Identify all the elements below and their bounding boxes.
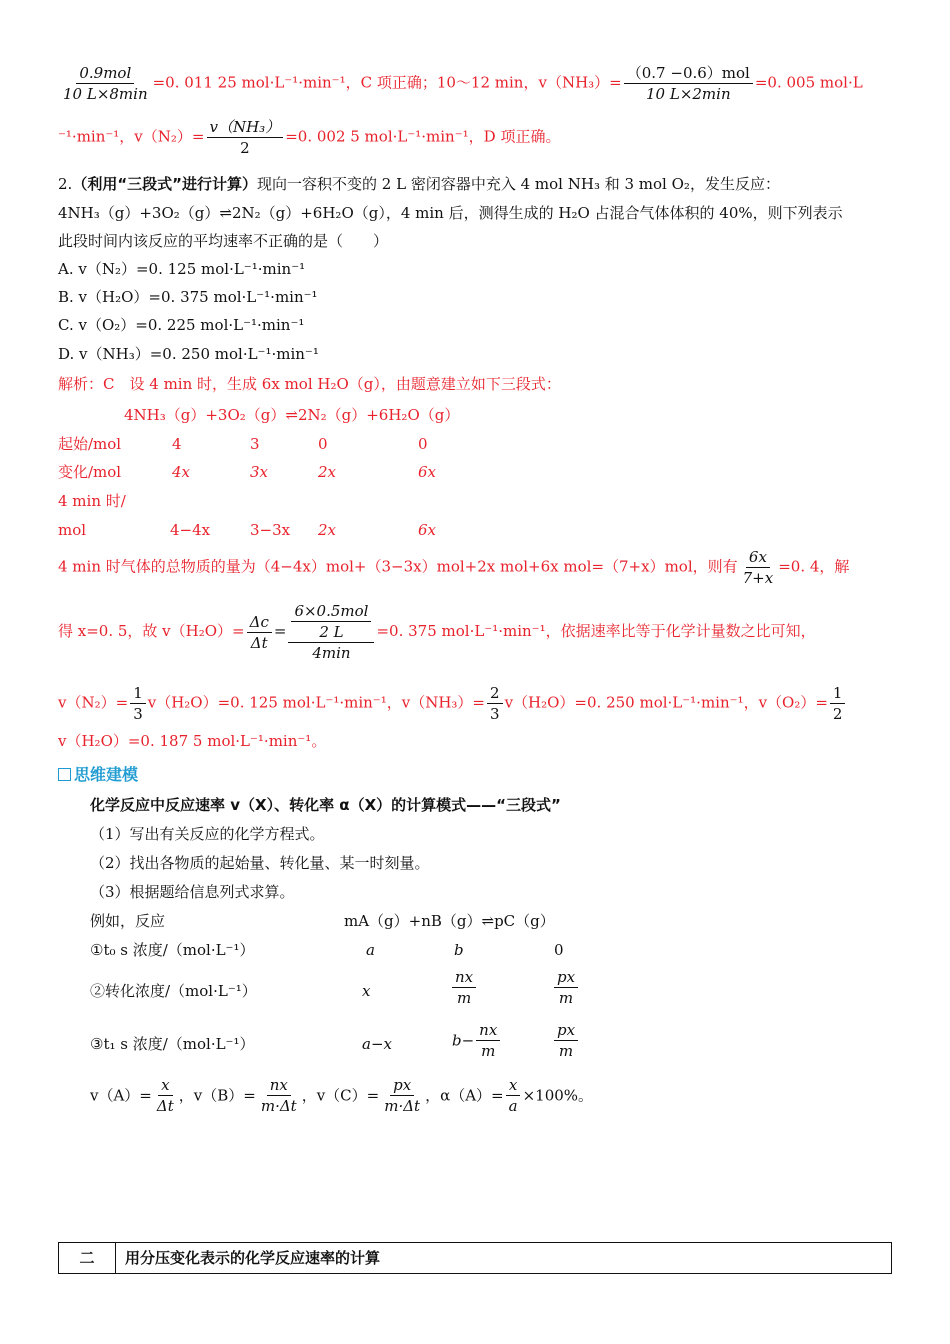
fraction: $\frac{1}{3}$ — [130, 684, 146, 723]
table-cell: b — [454, 941, 464, 959]
example-equation: mA（g）+nB（g）⇌pC（g） — [344, 912, 555, 930]
row-label: mol — [58, 521, 87, 539]
fraction: $\frac{\text{0.9mol}}{10 L\times 8\min}$ — [63, 64, 148, 103]
fraction: $\frac{\frac{\text{6×0.5mol}}{2 L}}{4\min}$ — [288, 602, 374, 662]
table-cell: 4 — [172, 435, 182, 453]
table-cell: a−x — [362, 1035, 392, 1053]
fraction: $\frac{px}{m}$ — [554, 968, 578, 1007]
table-cell: 4x — [172, 463, 191, 481]
fraction: $\frac{1}{2}$ — [830, 684, 846, 723]
checkbox-square-icon — [58, 768, 71, 781]
row-change-label: ②转化浓度/（mol·L⁻¹） — [90, 982, 257, 1000]
section-title: 用分压变化表示的化学反应速率的计算 — [125, 1249, 381, 1267]
fraction: $\frac{x}{\Delta t}$ — [156, 1076, 174, 1115]
table-cell — [552, 1021, 580, 1060]
row-label: 起始/mol — [58, 435, 122, 453]
model-step-1: （1）写出有关反应的化学方程式。 — [90, 825, 325, 843]
analysis-last-line: v（H₂O）=0. 187 5 mol·L⁻¹·min⁻¹。 — [58, 732, 327, 750]
table-cell — [450, 968, 478, 1007]
option-b: B. v（H₂O）=0. 375 mol·L⁻¹·min⁻¹ — [58, 288, 318, 306]
model-step-3: （3）根据题给信息列式求算。 — [90, 883, 295, 901]
analysis-ratio-line: v（N₂）= $\frac{1}{3}$ v（H₂O）=0. 125 mol·L⁻¹·min⁻¹，v（NH₃）= $\frac{2}{3}$ v（H₂O）=0. 250 mol·L⁻¹·min⁻¹，v（O₂）= $\frac{1}{2}$ — [58, 684, 847, 723]
table-cell: 4−4x — [170, 521, 211, 539]
table-cell: 2x — [318, 463, 337, 481]
table-cell: 6x — [418, 463, 437, 481]
fraction: $\frac{px}{m}$ — [554, 1021, 578, 1060]
question-2-line-1: 2.（利用“三段式”进行计算）现向一容积不变的 2 L 密闭容器中充入 4 mol NH₃ 和 3 mol O₂，发生反应： — [58, 175, 780, 193]
option-d: D. v（NH₃）=0. 250 mol·L⁻¹·min⁻¹ — [58, 345, 319, 363]
section-number: 二 — [59, 1243, 116, 1273]
analysis-intro: 解析：C 设 4 min 时，生成 6x mol H₂O（g），由题意建立如下三段式： — [58, 375, 561, 393]
table-cell: 2x — [318, 521, 337, 539]
table-cell: 3−3x — [250, 521, 291, 539]
analysis-solve-line: 得 x=0. 5，故 v（H₂O）= $\frac{\Delta c}{\Delta t}$ = $\frac{\frac{\text{6×0.5mol}}{2 L}}{4\min}$ =0. 375 mol·L⁻¹·min⁻¹，依据速率比等于化学计量数之比可知， — [58, 602, 816, 662]
table-cell: 6x — [418, 521, 437, 539]
model-formulas: v（A）= $\frac{x}{\Delta t}$ ，v（B）= $\frac{nx}{m\cdot\Delta t}$ ，v（C）= $\frac{px}{m\cdot\Delta t}$ ，α（A）= $\frac{x}{a}$ ×100%。 — [90, 1076, 594, 1115]
analysis-equation: 4NH₃（g）+3O₂（g）⇌2N₂（g）+6H₂O（g） — [124, 406, 460, 424]
row-t1-label: ③t₁ s 浓度/（mol·L⁻¹） — [90, 1035, 255, 1053]
option-c: C. v（O₂）=0. 225 mol·L⁻¹·min⁻¹ — [58, 316, 305, 334]
option-a: A. v（N₂）=0. 125 mol·L⁻¹·min⁻¹ — [58, 260, 306, 278]
continuation-line-2: ⁻¹·min⁻¹，v（N₂）= $\frac{\text{v（NH₃）}}{2}$ =0. 002 5 mol·L⁻¹·min⁻¹，D 项正确。 — [58, 118, 561, 157]
fraction: $\frac{\text{（0.7 −0.6）mol}}{10 L\times 2\min}$ — [624, 64, 753, 103]
row-t0-label: ①t₀ s 浓度/（mol·L⁻¹） — [90, 941, 255, 959]
fraction: $\frac{x}{a}$ — [506, 1076, 521, 1115]
fraction: $\frac{nx}{m}$ — [452, 968, 476, 1007]
table-cell — [552, 968, 580, 1007]
fraction: $\frac{nx}{m}$ — [476, 1021, 500, 1060]
model-step-2: （2）找出各物质的起始量、转化量、某一时刻量。 — [90, 854, 430, 872]
table-cell: a — [366, 941, 375, 959]
fraction: $\frac{2}{3}$ — [487, 684, 503, 723]
row-label: 变化/mol — [58, 463, 122, 481]
question-2-line-3: 此段时间内该反应的平均速率不正确的是（ ） — [58, 232, 389, 250]
fraction: $\frac{\Delta c}{\Delta t}$ — [247, 613, 272, 652]
table-cell: 3 — [250, 435, 260, 453]
table-cell: x — [362, 982, 371, 1000]
continuation-line-1: $\frac{\text{0.9mol}}{10 L\times 8\min}$ =0. 011 25 mol·L⁻¹·min⁻¹，C 项正确；10～12 min，v（NH₃）= $\frac{\text{（0.7 −0.6）mol}}{10 L\times 2\min}$ =0. 005 mol·L — [58, 64, 863, 103]
row-label: 4 min 时/ — [58, 492, 126, 510]
model-title: 化学反应中反应速率 v（X）、转化率 α（X）的计算模式——“三段式” — [90, 796, 561, 814]
table-cell: b− $\frac{nx}{m}$ — [452, 1021, 502, 1060]
table-cell: 0 — [554, 941, 564, 959]
model-heading: 思维建模 — [58, 765, 138, 785]
table-cell: 3x — [250, 463, 269, 481]
fraction: $\frac{\text{v（NH₃）}}{2}$ — [207, 118, 284, 157]
example-label: 例如，反应 — [90, 912, 166, 930]
fraction: $\frac{6x}{7+x}$ — [742, 548, 774, 587]
analysis-total-line: 4 min 时气体的总物质的量为（4−4x）mol+（3−3x）mol+2x mol+6x mol=（7+x）mol，则有 $\frac{6x}{7+x}$ =0. 4，解 — [58, 548, 850, 587]
fraction: $\frac{nx}{m\cdot\Delta t}$ — [260, 1076, 297, 1115]
section-header — [58, 1242, 892, 1274]
fraction: $\frac{px}{m\cdot\Delta t}$ — [384, 1076, 421, 1115]
table-cell: 0 — [318, 435, 328, 453]
question-2-line-2: 4NH₃（g）+3O₂（g）⇌2N₂（g）+6H₂O（g），4 min 后，测得生成的 H₂O 占混合气体体积的 40%，则下列表示 — [58, 204, 843, 222]
table-cell: 0 — [418, 435, 428, 453]
